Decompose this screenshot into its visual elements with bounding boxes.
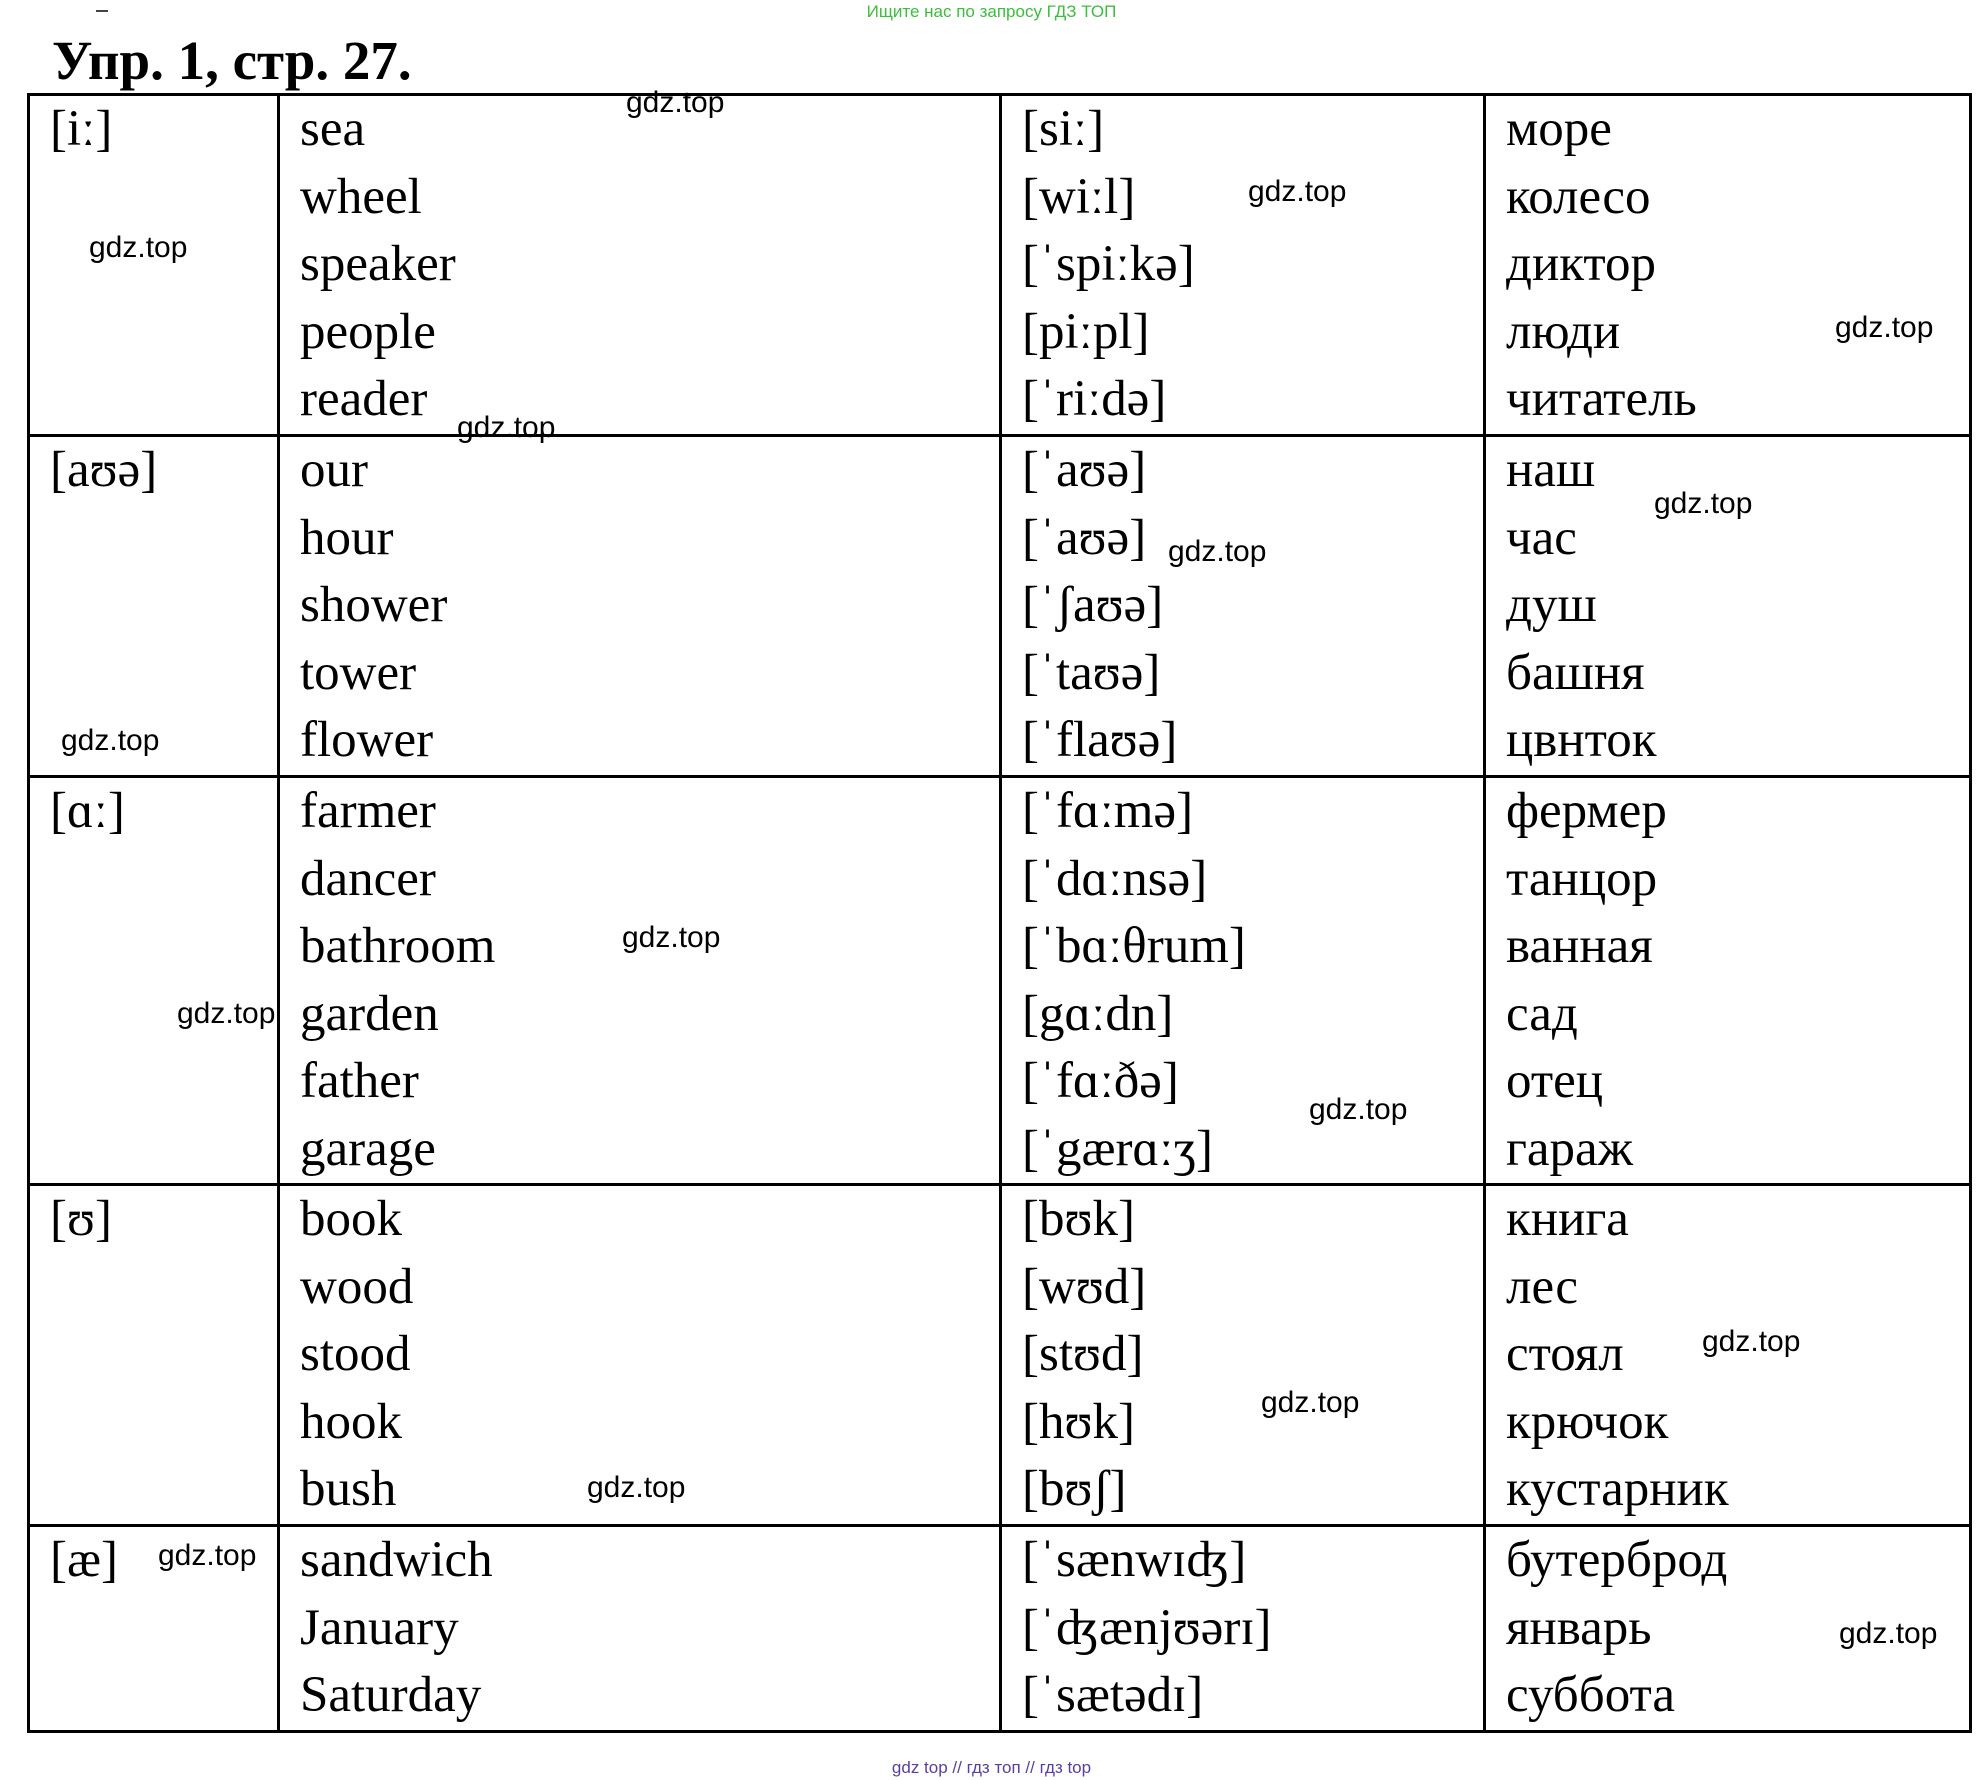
russian-translation: январь: [1506, 1599, 1652, 1656]
phonetic-sound: [iː]: [50, 101, 113, 157]
russian-translation: кустарник: [1506, 1461, 1729, 1517]
watermark: gdz.top: [1702, 1325, 1801, 1358]
english-word: shower: [300, 577, 448, 633]
watermark: gdz.top: [622, 921, 721, 954]
sound-cell: [29, 95, 279, 436]
russian-translation: суббота: [1506, 1667, 1676, 1723]
watermark: gdz.top: [587, 1471, 686, 1504]
russian-translation: гараж: [1506, 1120, 1633, 1177]
transcription: [ˈgærɑːʒ]: [1022, 1120, 1213, 1177]
russian-translation: танцор: [1506, 850, 1658, 907]
decorative-dash: [96, 10, 108, 12]
table-row: [29, 1185, 1971, 1526]
transcription: [ˈspiːkə]: [1022, 236, 1195, 292]
russian-translation: бутерброд: [1506, 1532, 1728, 1588]
english-word: reader: [300, 371, 428, 427]
transcription: [hʊk]: [1022, 1393, 1135, 1450]
russian-translation: душ: [1506, 577, 1597, 633]
table-row: [29, 777, 1971, 1185]
english-word: wood: [300, 1258, 414, 1315]
transcription: [siː]: [1022, 101, 1105, 157]
transcription: [ˈtaʊə]: [1022, 644, 1161, 701]
english-word: garage: [300, 1120, 436, 1177]
sound-cell: [29, 1185, 279, 1526]
english-word: our: [300, 442, 368, 498]
table-row: [29, 95, 1971, 436]
watermark: gdz.top: [1248, 175, 1347, 208]
russian-translation: лес: [1506, 1258, 1578, 1315]
watermark: gdz.top: [626, 86, 725, 119]
english-word: hour: [300, 509, 394, 566]
russian-translation: люди: [1506, 303, 1621, 360]
english-word: sea: [300, 101, 366, 157]
english-word: bathroom: [300, 918, 496, 974]
bottom-banner[interactable]: gdz top // гдз топ // гдз top: [891, 1758, 1092, 1777]
english-word: tower: [300, 644, 417, 701]
exercise-heading: Упр. 1, стр. 27.: [52, 30, 412, 91]
phonetic-sound: [æ]: [50, 1532, 118, 1588]
translation-cell: [1485, 777, 1971, 1185]
transcription: [wʊd]: [1022, 1258, 1147, 1315]
watermark: gdz.top: [1654, 487, 1753, 520]
sound-cell: [29, 777, 279, 1185]
russian-translation: ванная: [1506, 918, 1653, 974]
watermark: gdz.top: [1839, 1617, 1938, 1650]
vocabulary-table: [27, 93, 1972, 1733]
english-word: speaker: [300, 236, 456, 292]
watermark: gdz.top: [1835, 311, 1934, 344]
russian-translation: фермер: [1506, 783, 1667, 839]
transcription: [ˈfɑːðə]: [1022, 1053, 1179, 1109]
russian-translation: наш: [1506, 442, 1596, 498]
watermark: gdz.top: [1309, 1093, 1408, 1126]
watermark: gdz.top: [89, 231, 188, 264]
transcription: [ˈʤænjʊərɪ]: [1022, 1599, 1272, 1656]
russian-translation: час: [1506, 509, 1577, 566]
english-word: bush: [300, 1461, 397, 1517]
watermark: gdz.top: [457, 411, 556, 444]
watermark: gdz.top: [61, 724, 160, 757]
transcription: [ˈbɑːθrum]: [1022, 918, 1246, 974]
russian-translation: диктор: [1506, 236, 1656, 292]
transcription-cell: [1001, 1185, 1485, 1526]
words-cell: [279, 436, 1001, 777]
russian-translation: крючок: [1506, 1393, 1669, 1450]
transcription: [ˈflaʊə]: [1022, 712, 1178, 768]
transcription: [ˈaʊə]: [1022, 509, 1147, 566]
words-cell: [279, 777, 1001, 1185]
english-word: book: [300, 1191, 402, 1247]
translation-cell: [1485, 95, 1971, 436]
russian-translation: отец: [1506, 1053, 1604, 1109]
english-word: farmer: [300, 783, 436, 839]
transcription-cell: [1001, 1526, 1485, 1732]
russian-translation: колесо: [1506, 168, 1651, 225]
transcription: [ˈfɑːmə]: [1022, 783, 1194, 839]
english-word: Saturday: [300, 1667, 482, 1723]
watermark: gdz.top: [177, 997, 276, 1030]
russian-translation: цвнток: [1506, 712, 1657, 768]
transcription: [ˈriːdə]: [1022, 371, 1167, 427]
phonetic-sound: [aʊə]: [50, 442, 158, 498]
watermark: gdz.top: [158, 1539, 257, 1572]
transcription: [ˈaʊə]: [1022, 442, 1147, 498]
transcription-cell: [1001, 436, 1485, 777]
english-word: stood: [300, 1326, 411, 1382]
transcription: [bʊʃ]: [1022, 1461, 1127, 1517]
transcription: [piːpl]: [1022, 303, 1150, 360]
english-word: garden: [300, 985, 439, 1042]
english-word: flower: [300, 712, 434, 768]
russian-translation: читатель: [1506, 371, 1697, 427]
table-row: [29, 1526, 1971, 1732]
transcription: [wiːl]: [1022, 168, 1136, 225]
transcription: [ˈsænwɪʤ]: [1022, 1532, 1247, 1588]
russian-translation: море: [1506, 101, 1612, 157]
transcription-cell: [1001, 777, 1485, 1185]
russian-translation: башня: [1506, 644, 1645, 701]
transcription: [stʊd]: [1022, 1326, 1144, 1382]
english-word: wheel: [300, 168, 422, 225]
phonetic-sound: [ʊ]: [50, 1191, 112, 1247]
russian-translation: сад: [1506, 985, 1578, 1042]
english-word: people: [300, 303, 436, 360]
transcription-cell: [1001, 95, 1485, 436]
top-banner[interactable]: Ищите нас по запросу ГДЗ ТОП: [866, 2, 1117, 21]
transcription: [ˈʃaʊə]: [1022, 577, 1164, 633]
watermark: gdz.top: [1168, 535, 1267, 568]
transcription: [ˈdɑːnsə]: [1022, 850, 1208, 907]
english-word: hook: [300, 1393, 402, 1450]
english-word: January: [300, 1599, 459, 1656]
english-word: dancer: [300, 850, 436, 907]
russian-translation: стоял: [1506, 1326, 1624, 1382]
words-cell: [279, 95, 1001, 436]
transcription: [bʊk]: [1022, 1191, 1135, 1247]
english-word: father: [300, 1053, 419, 1109]
english-word: sandwich: [300, 1532, 493, 1588]
phonetic-sound: [ɑː]: [50, 783, 125, 839]
transcription: [ˈsætədɪ]: [1022, 1667, 1204, 1723]
russian-translation: книга: [1506, 1191, 1629, 1247]
words-cell: [279, 1526, 1001, 1732]
transcription: [gɑːdn]: [1022, 985, 1174, 1042]
watermark: gdz.top: [1261, 1386, 1360, 1419]
